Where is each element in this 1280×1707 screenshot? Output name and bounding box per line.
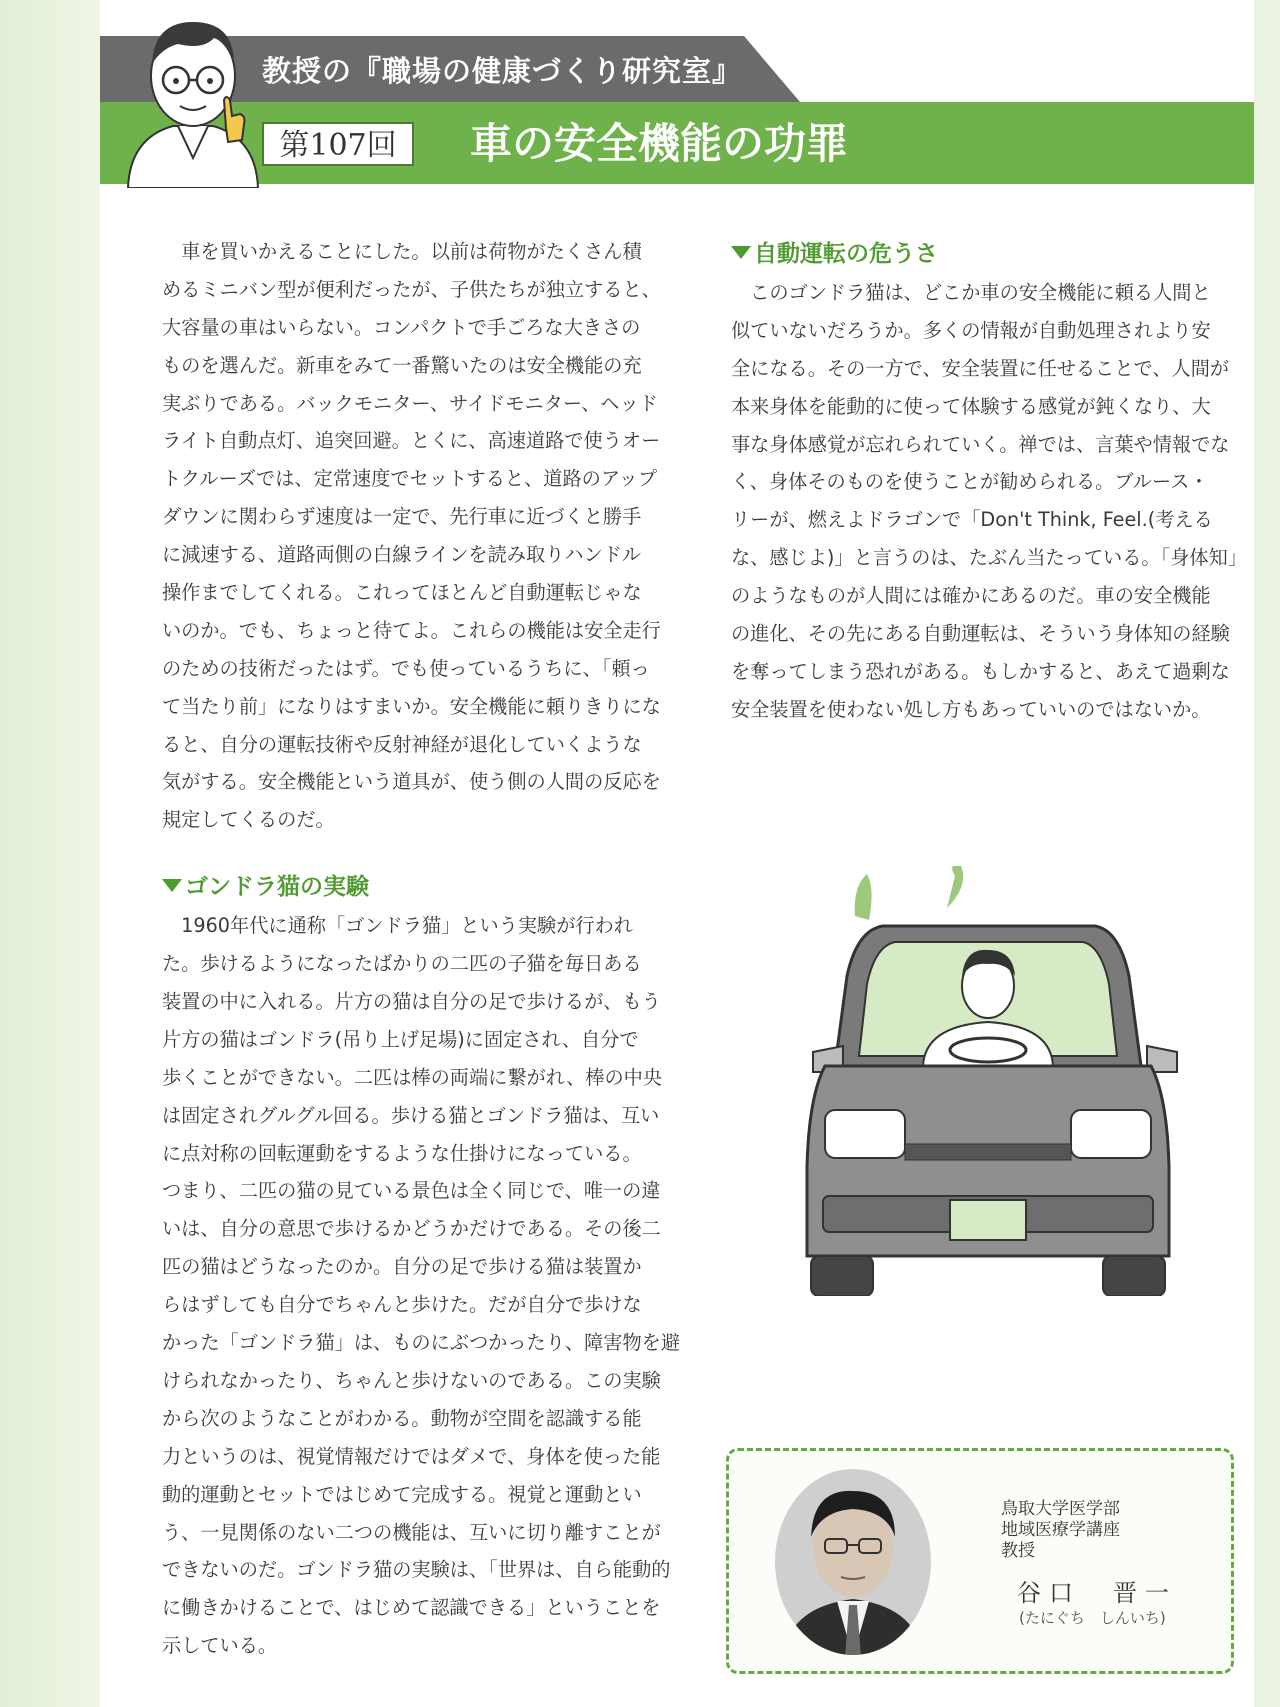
author-profile-box — [726, 1448, 1234, 1674]
left-column — [162, 233, 680, 1665]
triangle-bullet-icon — [162, 879, 182, 892]
text-line: に働きかけることで、はじめて認識できる」ということを — [162, 1596, 661, 1620]
series-title: 教授の『職場の健康づくり研究室』 — [262, 54, 743, 88]
text-line: た。歩けるようになったばかりの二匹の子猫を毎日ある — [162, 952, 642, 976]
author-portrait-photo — [773, 1467, 933, 1657]
text-line: めるミニバン型が便利だったが、子供たちが独立すると、 — [162, 277, 661, 301]
text-line: 操作までしてくれる。これってほとんど自動運転じゃな — [162, 581, 642, 605]
text-line: リーが、燃えよドラゴンで「Don't Think, Feel.(考える — [731, 508, 1213, 532]
text-line: このゴンドラ猫は、どこか車の安全機能に頼る人間と — [731, 281, 1211, 304]
text-line: 本来身体を能動的に使って体験する感覚が鈍くなり、大 — [731, 394, 1211, 418]
text-line: な、感じよ)」と言うのは、たぶん当たっている。「身体知」 — [731, 546, 1247, 570]
text-line: ものを選んだ。新車をみて一番驚いたのは安全機能の充 — [162, 353, 642, 377]
text-line: に減速する、道路両側の白線ラインを読み取りハンドル — [162, 543, 642, 567]
text-line: ライト自動点灯、追突回避。とくに、高速道路で使うオー — [162, 429, 661, 453]
text-line: て当たり前」になりはすまいか。安全機能に頼りきりにな — [162, 694, 661, 718]
text-line: 実ぶりである。バックモニター、サイドモニター、ヘッド — [162, 391, 658, 415]
text-line: のための技術だったはず。でも使っているうちに、「頼っ — [162, 656, 650, 680]
text-line: いのか。でも、ちょっと待てよ。これらの機能は安全走行 — [162, 618, 661, 642]
text-line: 力というのは、視覚情報だけではダメで、身体を使った能 — [162, 1444, 661, 1468]
section-heading-autonomous-driving: 自動運転の危うさ — [731, 234, 1247, 274]
page-margin-strip — [0, 0, 100, 1707]
author-affiliation: 鳥取大学医学部 地域医療学講座 教授 — [1001, 1499, 1120, 1561]
text-line: 匹の猫はどうなったのか。自分の足で歩ける猫は装置か — [162, 1255, 642, 1279]
issue-number-badge: 第107回 — [262, 122, 414, 166]
text-line: けられなかったり、ちゃんと歩けないのである。この実験 — [162, 1368, 661, 1392]
professor-avatar-illustration — [118, 8, 268, 188]
autonomous-driving-paragraph — [731, 274, 1247, 729]
text-line: ると、自分の運転技術や反射神経が退化していくような — [162, 732, 642, 756]
text-line: から次のようなことがわかる。動物が空間を認識する能 — [162, 1406, 642, 1430]
text-line: 規定してくるのだ。 — [162, 808, 335, 832]
text-line: の進化、その先にある自動運転は、そういう身体知の経験 — [731, 622, 1230, 646]
text-line: 全になる。その一方で、安全装置に任せることで、人間が — [731, 356, 1230, 380]
text-line: かった「ゴンドラ猫」は、ものにぶつかったり、障害物を避 — [162, 1331, 681, 1355]
text-line: ダウンに関わらず速度は一定で、先行車に近づくと勝手 — [162, 505, 642, 529]
text-line: トクルーズでは、定常速度でセットすると、道路のアップ — [162, 467, 658, 491]
text-line: いは、自分の意思で歩けるかどうかだけである。その後二 — [162, 1217, 661, 1241]
text-line: のようなものが人間には確かにあるのだ。車の安全機能 — [731, 584, 1211, 608]
text-line: できないのだ。ゴンドラ猫の実験は、「世界は、自ら能動的 — [162, 1558, 671, 1582]
triangle-bullet-icon — [731, 246, 751, 259]
author-name: 谷口 晋一 — [1017, 1579, 1177, 1607]
text-line: に点対称の回転運動をするような仕掛けになっている。 — [162, 1141, 642, 1165]
article-title: 車の安全機能の功罪 — [470, 119, 849, 168]
author-name-kana: (たにぐち しんいち) — [1019, 1609, 1166, 1627]
text-line: つまり、二匹の猫の見ている景色は全く同じで、唯一の違 — [162, 1179, 661, 1203]
text-line: 安全装置を使わない処し方もあっていいのではないか。 — [731, 697, 1211, 721]
text-line: う、一見関係のない二つの機能は、互いに切り離すことが — [162, 1520, 661, 1544]
text-line: 1960年代に通称「ゴンドラ猫」という実験が行われ — [162, 914, 633, 938]
text-line: 歩くことができない。二匹は棒の両端に繋がれ、棒の中央 — [162, 1065, 663, 1089]
section-heading-gondola-cat: ゴンドラ猫の実験 — [162, 867, 680, 907]
text-line: く、身体そのものを使うことが勧められる。ブルース・ — [731, 470, 1209, 494]
gondola-cat-paragraph — [162, 907, 680, 1665]
car-driver-illustration — [795, 866, 1195, 1296]
text-line: を奪ってしまう恐れがある。もしかすると、あえて過剰な — [731, 659, 1230, 683]
text-line: 動的運動とセットではじめて完成する。視覚と運動とい — [162, 1482, 642, 1506]
right-column — [731, 234, 1247, 729]
text-line: 大容量の車はいらない。コンパクトで手ごろな大きさの — [162, 315, 641, 339]
text-line: 片方の猫はゴンドラ(吊り上げ足場)に固定され、自分で — [162, 1027, 639, 1051]
intro-paragraph — [162, 233, 680, 839]
text-line: 似ていないだろうか。多くの情報が自動処理されより安 — [731, 318, 1211, 342]
text-line: 車を買いかえることにした。以前は荷物がたくさん積 — [162, 240, 642, 263]
text-line: 装置の中に入れる。片方の猫は自分の足で歩けるが、もう — [162, 990, 661, 1014]
text-line: らはずしても自分でちゃんと歩けた。だが自分で歩けな — [162, 1293, 642, 1317]
text-line: 気がする。安全機能という道具が、使う側の人間の反応を — [162, 770, 661, 794]
text-line: 示している。 — [162, 1634, 278, 1658]
text-line: は固定されグルグル回る。歩ける猫とゴンドラ猫は、互い — [162, 1103, 660, 1127]
text-line: 事な身体感覚が忘れられていく。禅では、言葉や情報でな — [731, 432, 1230, 456]
